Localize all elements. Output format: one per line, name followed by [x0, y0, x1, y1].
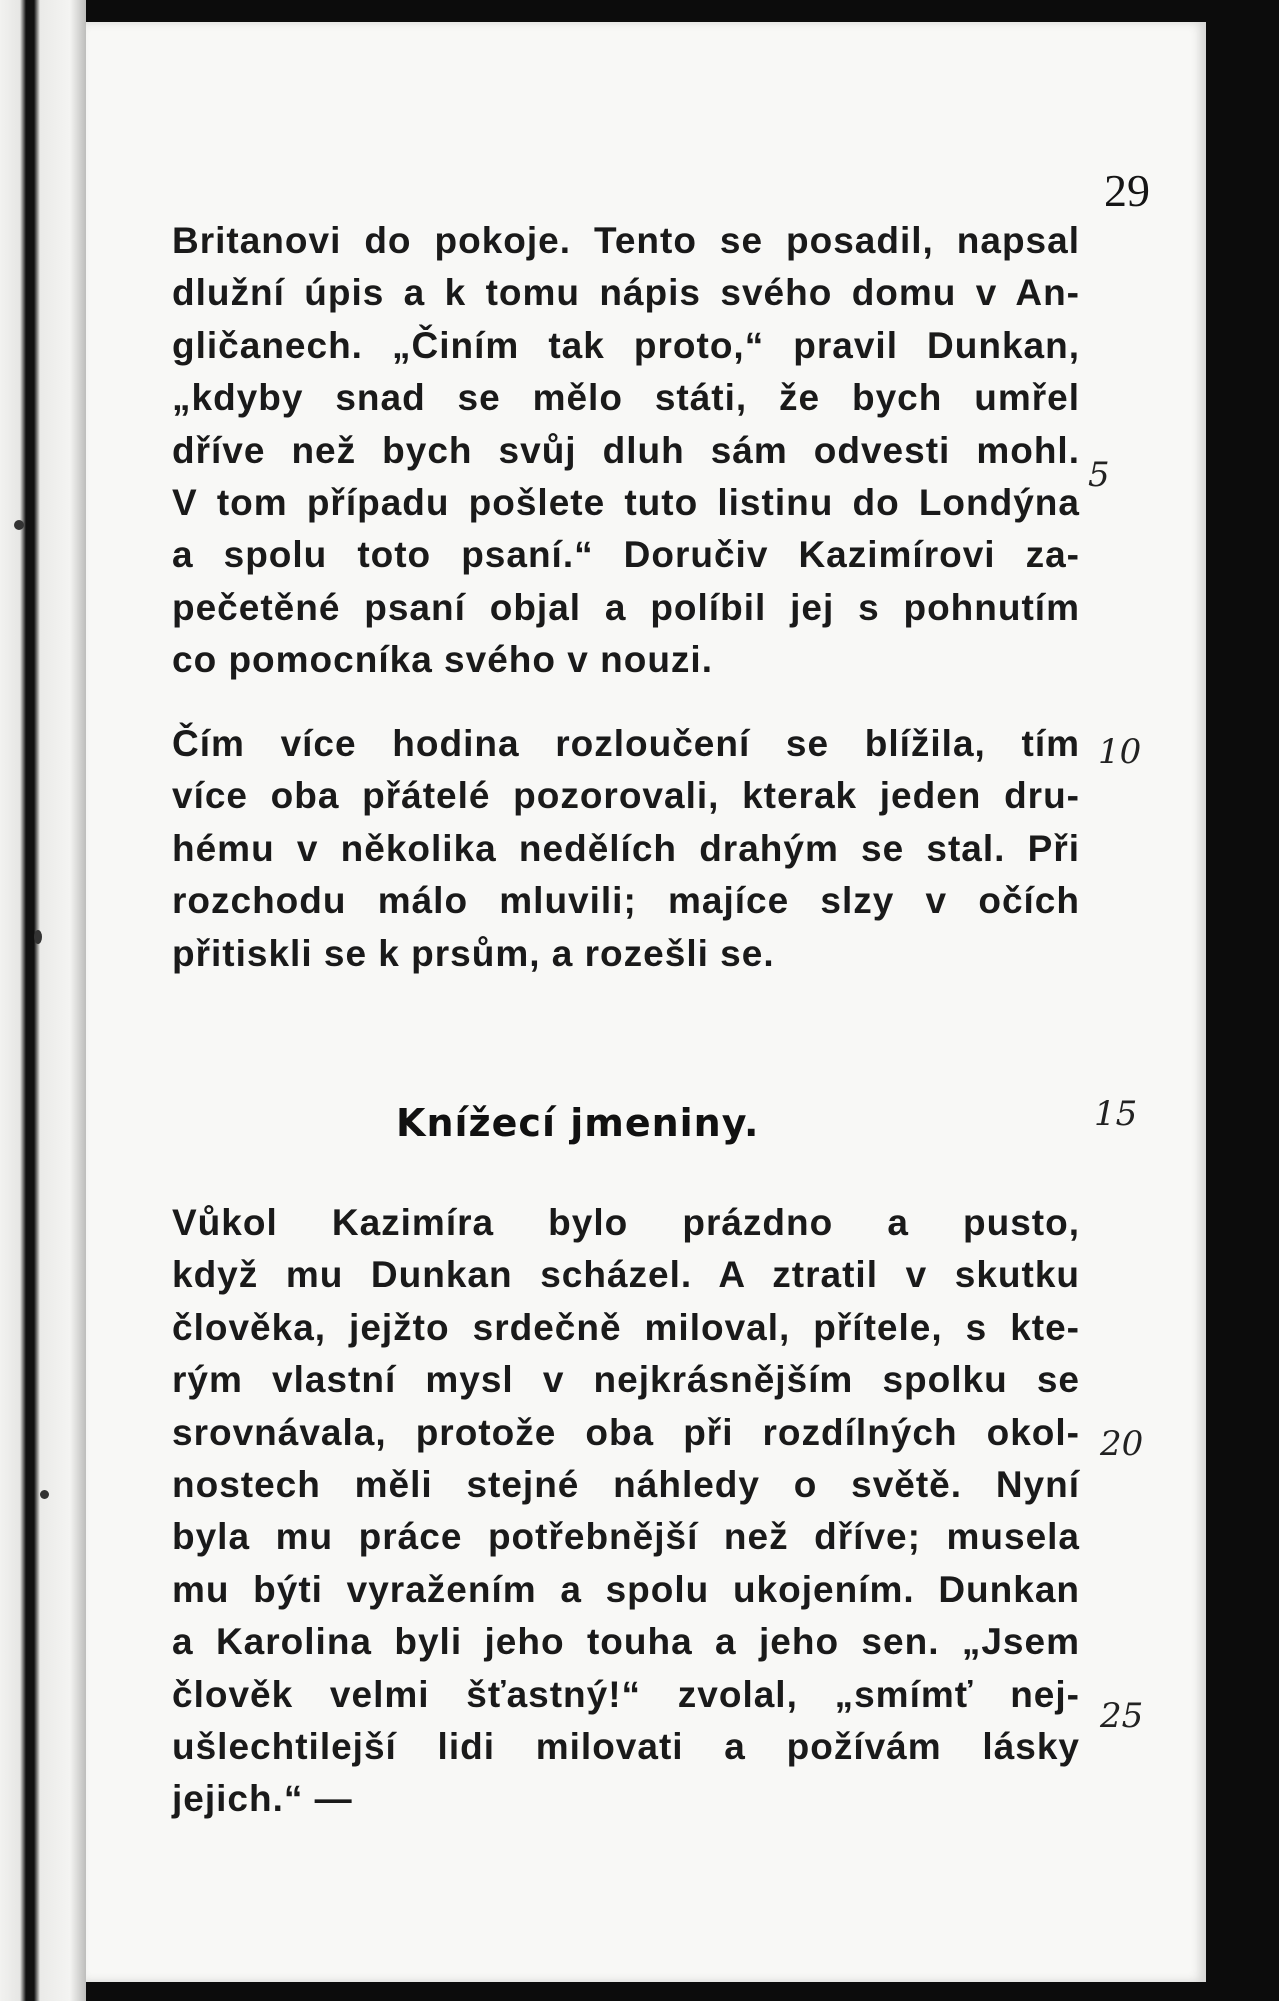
- margin-note-20: 20: [1100, 1424, 1144, 1464]
- text-line: ušlechtilejší lidi milovati a požívám lásky: [172, 1725, 1080, 1767]
- margin-note-5: 5: [1088, 455, 1110, 495]
- text-line: a Karolina byli jeho touha a jeho sen. „Jsem: [172, 1621, 1080, 1663]
- text-line: a spolu toto psaní.“ Doručiv Kazimírovi za-: [172, 534, 1080, 576]
- text-line: byla mu práce potřebnější než dříve; musela: [172, 1516, 1080, 1558]
- text-line: rozchodu málo mluvili; majíce slzy v očích: [172, 880, 1080, 922]
- text-line: V tom případu pošlete tuto listinu do Londýna: [172, 481, 1080, 523]
- paragraph-1: [172, 215, 1080, 687]
- paragraph-3: [172, 1197, 1080, 1826]
- page-number: 29: [1104, 165, 1150, 216]
- margin-note-25: 25: [1100, 1696, 1144, 1736]
- text-line: Vůkol Kazimíra bylo prázdno a pusto,: [172, 1202, 1080, 1243]
- text-line: hému v několika nedělích drahým se stal. Při: [172, 827, 1080, 869]
- margin-note-10: 10: [1098, 732, 1142, 772]
- print-speck: [34, 930, 42, 944]
- text-line: co pomocníka svého v nouzi.: [172, 639, 713, 681]
- text-line: když mu Dunkan scházel. A ztratil v skutku: [172, 1254, 1080, 1296]
- text-line: rým vlastní mysl v nejkrásnějším spolku se: [172, 1359, 1080, 1401]
- text-line: více oba přátelé pozorovali, kterak jeden dru-: [172, 775, 1080, 817]
- text-line: dlužní úpis a k tomu nápis svého domu v An-: [172, 272, 1080, 314]
- text-line: přitiskli se k prsům, a rozešli se.: [172, 932, 775, 974]
- text-line: Čím více hodina rozloučení se blížila, tím: [172, 723, 1080, 764]
- text-line: gličanech. „Činím tak proto,“ pravil Dunkan,: [172, 324, 1080, 366]
- text-line: dříve než bych svůj dluh sám odvesti mohl.: [172, 429, 1080, 471]
- section-heading: Knížecí jmeniny.: [396, 1101, 760, 1145]
- text-line: mu býti vyražením a spolu ukojením. Dunkan: [172, 1568, 1080, 1610]
- text-line: srovnávala, protože oba při rozdílných okol-: [172, 1411, 1080, 1453]
- paragraph-2: [172, 718, 1080, 980]
- print-speck: [14, 520, 24, 530]
- text-line: jejich.“ —: [172, 1778, 353, 1820]
- margin-note-15: 15: [1094, 1094, 1138, 1134]
- text-line: člověk velmi šťastný!“ zvolal, „smímť nej-: [172, 1673, 1080, 1715]
- text-line: Britanovi do pokoje. Tento se posadil, napsal: [172, 220, 1080, 261]
- text-line: nostech měli stejné náhledy o světě. Nyní: [172, 1463, 1080, 1505]
- text-line: člověka, jejžto srdečně miloval, přítele, s kte-: [172, 1306, 1080, 1348]
- book-spine-edge: [0, 0, 86, 2001]
- text-line: „kdyby snad se mělo státi, že bych umřel: [172, 377, 1080, 419]
- print-speck: [40, 1490, 49, 1499]
- text-line: pečetěné psaní objal a políbil jej s pohnutím: [172, 586, 1080, 628]
